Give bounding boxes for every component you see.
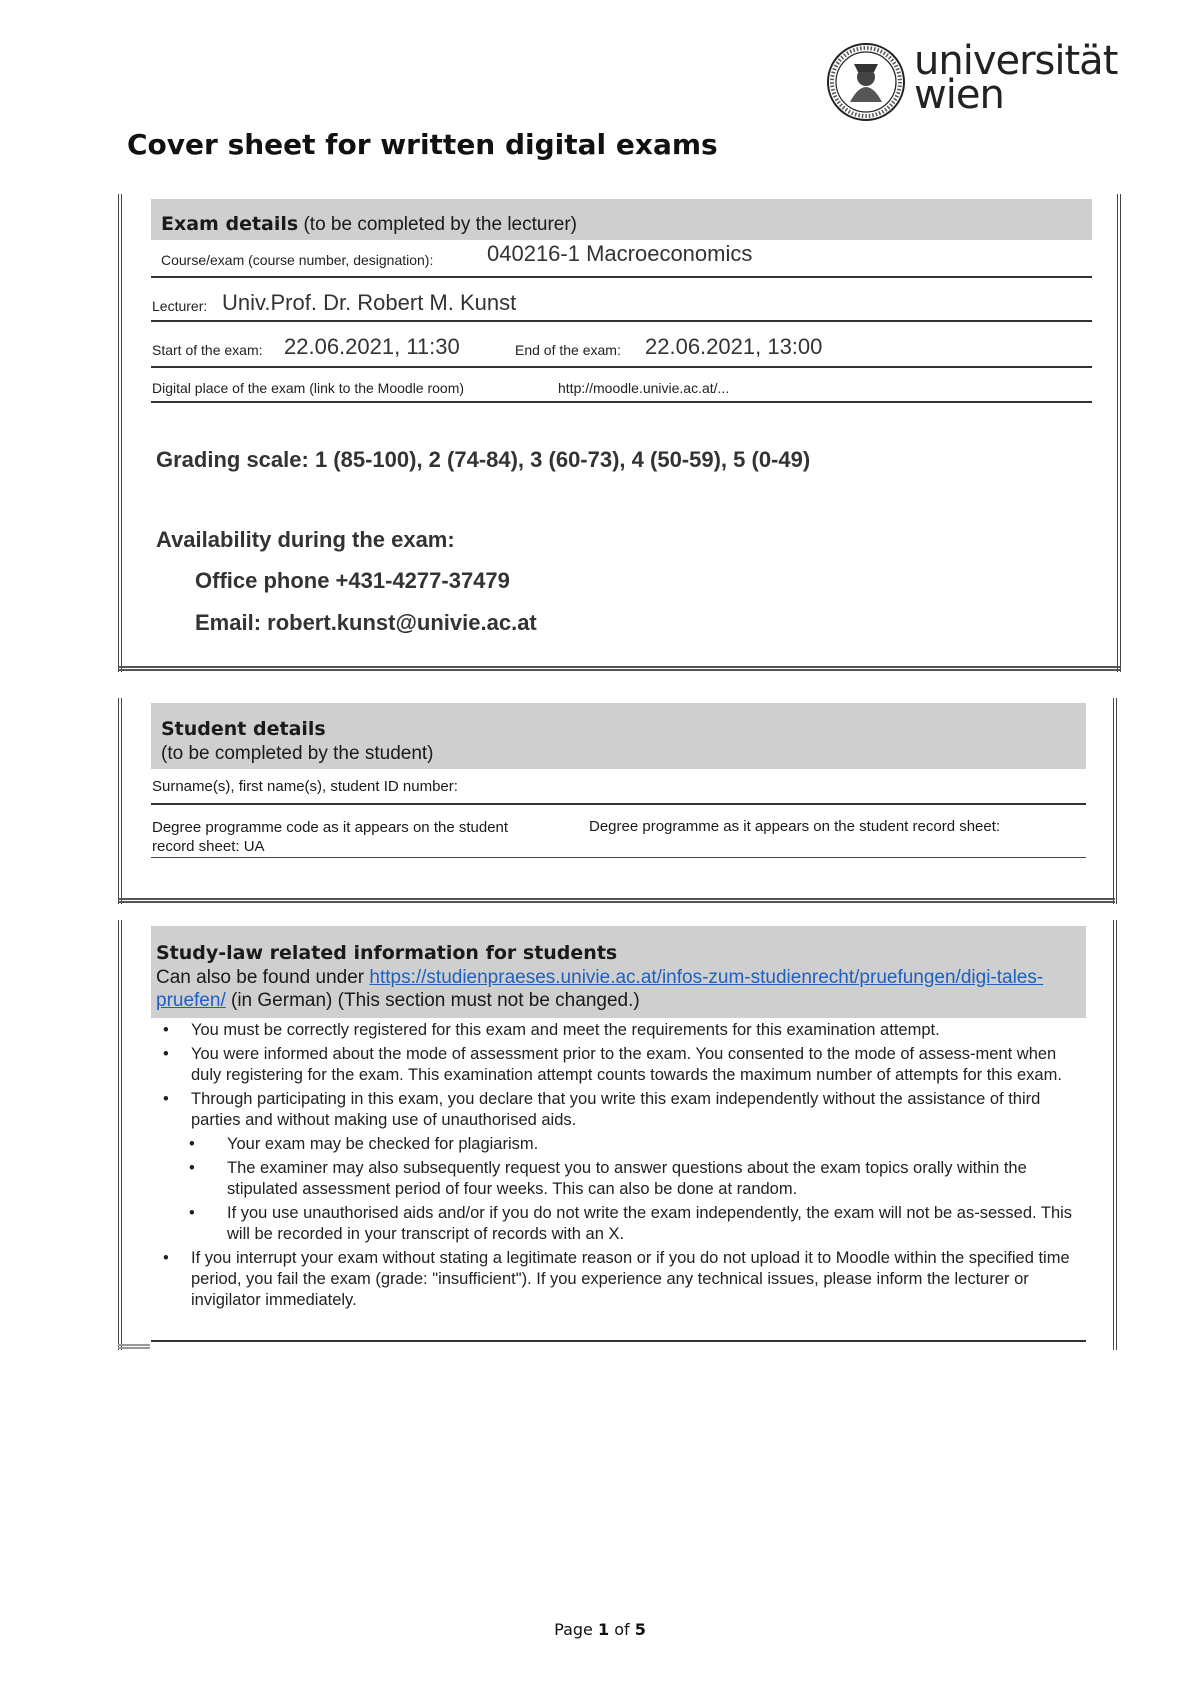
logo-line-2: wien xyxy=(914,72,1004,118)
study-law-prefix: Can also be found under xyxy=(156,967,370,988)
study-law-link[interactable]: https://studienpraeses.univie.ac.at/infos-zum-studienrecht/pruefungen/digi-tales-pruefen/ xyxy=(156,967,1044,1011)
page-title: Cover sheet for written digital exams xyxy=(127,128,718,161)
study-law-suffix: (in German) (This section must not be changed.) xyxy=(225,990,640,1011)
degree-code-label: Degree programme code as it appears on the student record sheet: xyxy=(152,819,509,855)
list-item: • If you interrupt your exam without stating a legitimate reason or if you do not upload it to Moodle within the specified time period, you fail the exam (grade: "insufficient"). If you experience any technical issues, please inform the lecturer or invigilator immediately. xyxy=(151,1248,1086,1311)
course-value: 040216-1 Macroeconomics xyxy=(487,241,753,266)
footer-of-word: of xyxy=(614,1620,630,1639)
list-item: • You were informed about the mode of assessment prior to the exam. You consented to the mode of assess-ment when duly registering for the exam. This examination attempt counts towards the maximum number of attempts for this exam. xyxy=(151,1044,1086,1086)
student-details-heading: Student details xyxy=(161,718,326,740)
place-link[interactable]: http://moodle.univie.ac.at/... xyxy=(558,380,730,396)
page-footer xyxy=(0,1620,1200,1639)
degree-code-cell xyxy=(152,818,542,856)
lecturer-label: Lecturer: xyxy=(152,298,208,314)
degree-row xyxy=(151,805,1086,858)
contact-email: Email: robert.kunst@univie.ac.at xyxy=(195,610,537,635)
logo-line-1: universität xyxy=(914,38,1118,84)
availability-heading: Availability during the exam: xyxy=(156,527,455,552)
degree-code-value: UA xyxy=(243,838,265,855)
list-sub-item: • Your exam may be checked for plagiarism. xyxy=(151,1134,1086,1155)
degree-programme-label: Degree programme as it appears on the student record sheet: xyxy=(589,818,1001,835)
study-law-list xyxy=(151,1020,1086,1314)
list-item: • You must be correctly registered for this exam and meet the requirements for this examination attempt. xyxy=(151,1020,1086,1041)
exam-details-note: (to be completed by the lecturer) xyxy=(303,214,578,235)
study-law-source xyxy=(156,966,1076,1012)
exam-time-row xyxy=(151,322,1092,368)
exam-details-header xyxy=(151,199,1092,240)
course-row xyxy=(151,240,1092,278)
grading-scale: Grading scale: 1 (85-100), 2 (74-84), 3 (60-73), 4 (50-59), 5 (0-49) xyxy=(156,447,811,472)
student-name-label: Surname(s), first name(s), student ID number: xyxy=(152,778,458,795)
exam-details-heading: Exam details xyxy=(161,213,299,235)
logo-wordmark xyxy=(914,38,1124,118)
start-label: Start of the exam: xyxy=(152,342,263,358)
study-law-header xyxy=(151,926,1086,1018)
footer-page-number: 1 xyxy=(597,1620,610,1639)
list-sub-item: • If you use unauthorised aids and/or if you do not write the exam independently, the exam will not be as-sessed. This will be recorded in your transcript of records with an X. xyxy=(151,1203,1086,1245)
student-details-note: (to be completed by the student) xyxy=(161,743,434,764)
study-law-frame-bottom xyxy=(118,1344,150,1349)
list-sub-item: • The examiner may also subsequently request you to answer questions about the exam topics orally within the stipulated assessment period of four weeks. This can also be done at random. xyxy=(151,1158,1086,1200)
start-value: 22.06.2021, 11:30 xyxy=(284,334,460,359)
office-phone: Office phone +431-4277-37479 xyxy=(195,568,510,593)
university-logo xyxy=(826,38,1126,126)
student-details-header xyxy=(151,703,1086,769)
study-law-bottom-rule xyxy=(151,1340,1086,1342)
study-law-heading: Study-law related information for students xyxy=(156,942,618,964)
footer-page-total: 5 xyxy=(634,1620,646,1639)
lecturer-value: Univ.Prof. Dr. Robert M. Kunst xyxy=(222,290,517,315)
place-label: Digital place of the exam (link to the Moodle room) xyxy=(152,380,465,396)
list-item: • Through participating in this exam, you declare that you write this exam independently without the assistance of third parties and without making use of unauthorised aids. xyxy=(151,1089,1086,1131)
course-label: Course/exam (course number, designation): xyxy=(161,252,434,268)
exam-details-frame-bottom xyxy=(118,666,1121,671)
digital-place-row xyxy=(151,368,1092,403)
end-label: End of the exam: xyxy=(515,342,621,358)
lecturer-row xyxy=(151,278,1092,322)
end-value: 22.06.2021, 13:00 xyxy=(645,334,823,359)
student-details-frame-bottom xyxy=(118,898,1115,903)
student-name-row xyxy=(151,769,1086,805)
university-seal-icon xyxy=(826,42,906,122)
footer-page-word: Page xyxy=(554,1620,593,1639)
